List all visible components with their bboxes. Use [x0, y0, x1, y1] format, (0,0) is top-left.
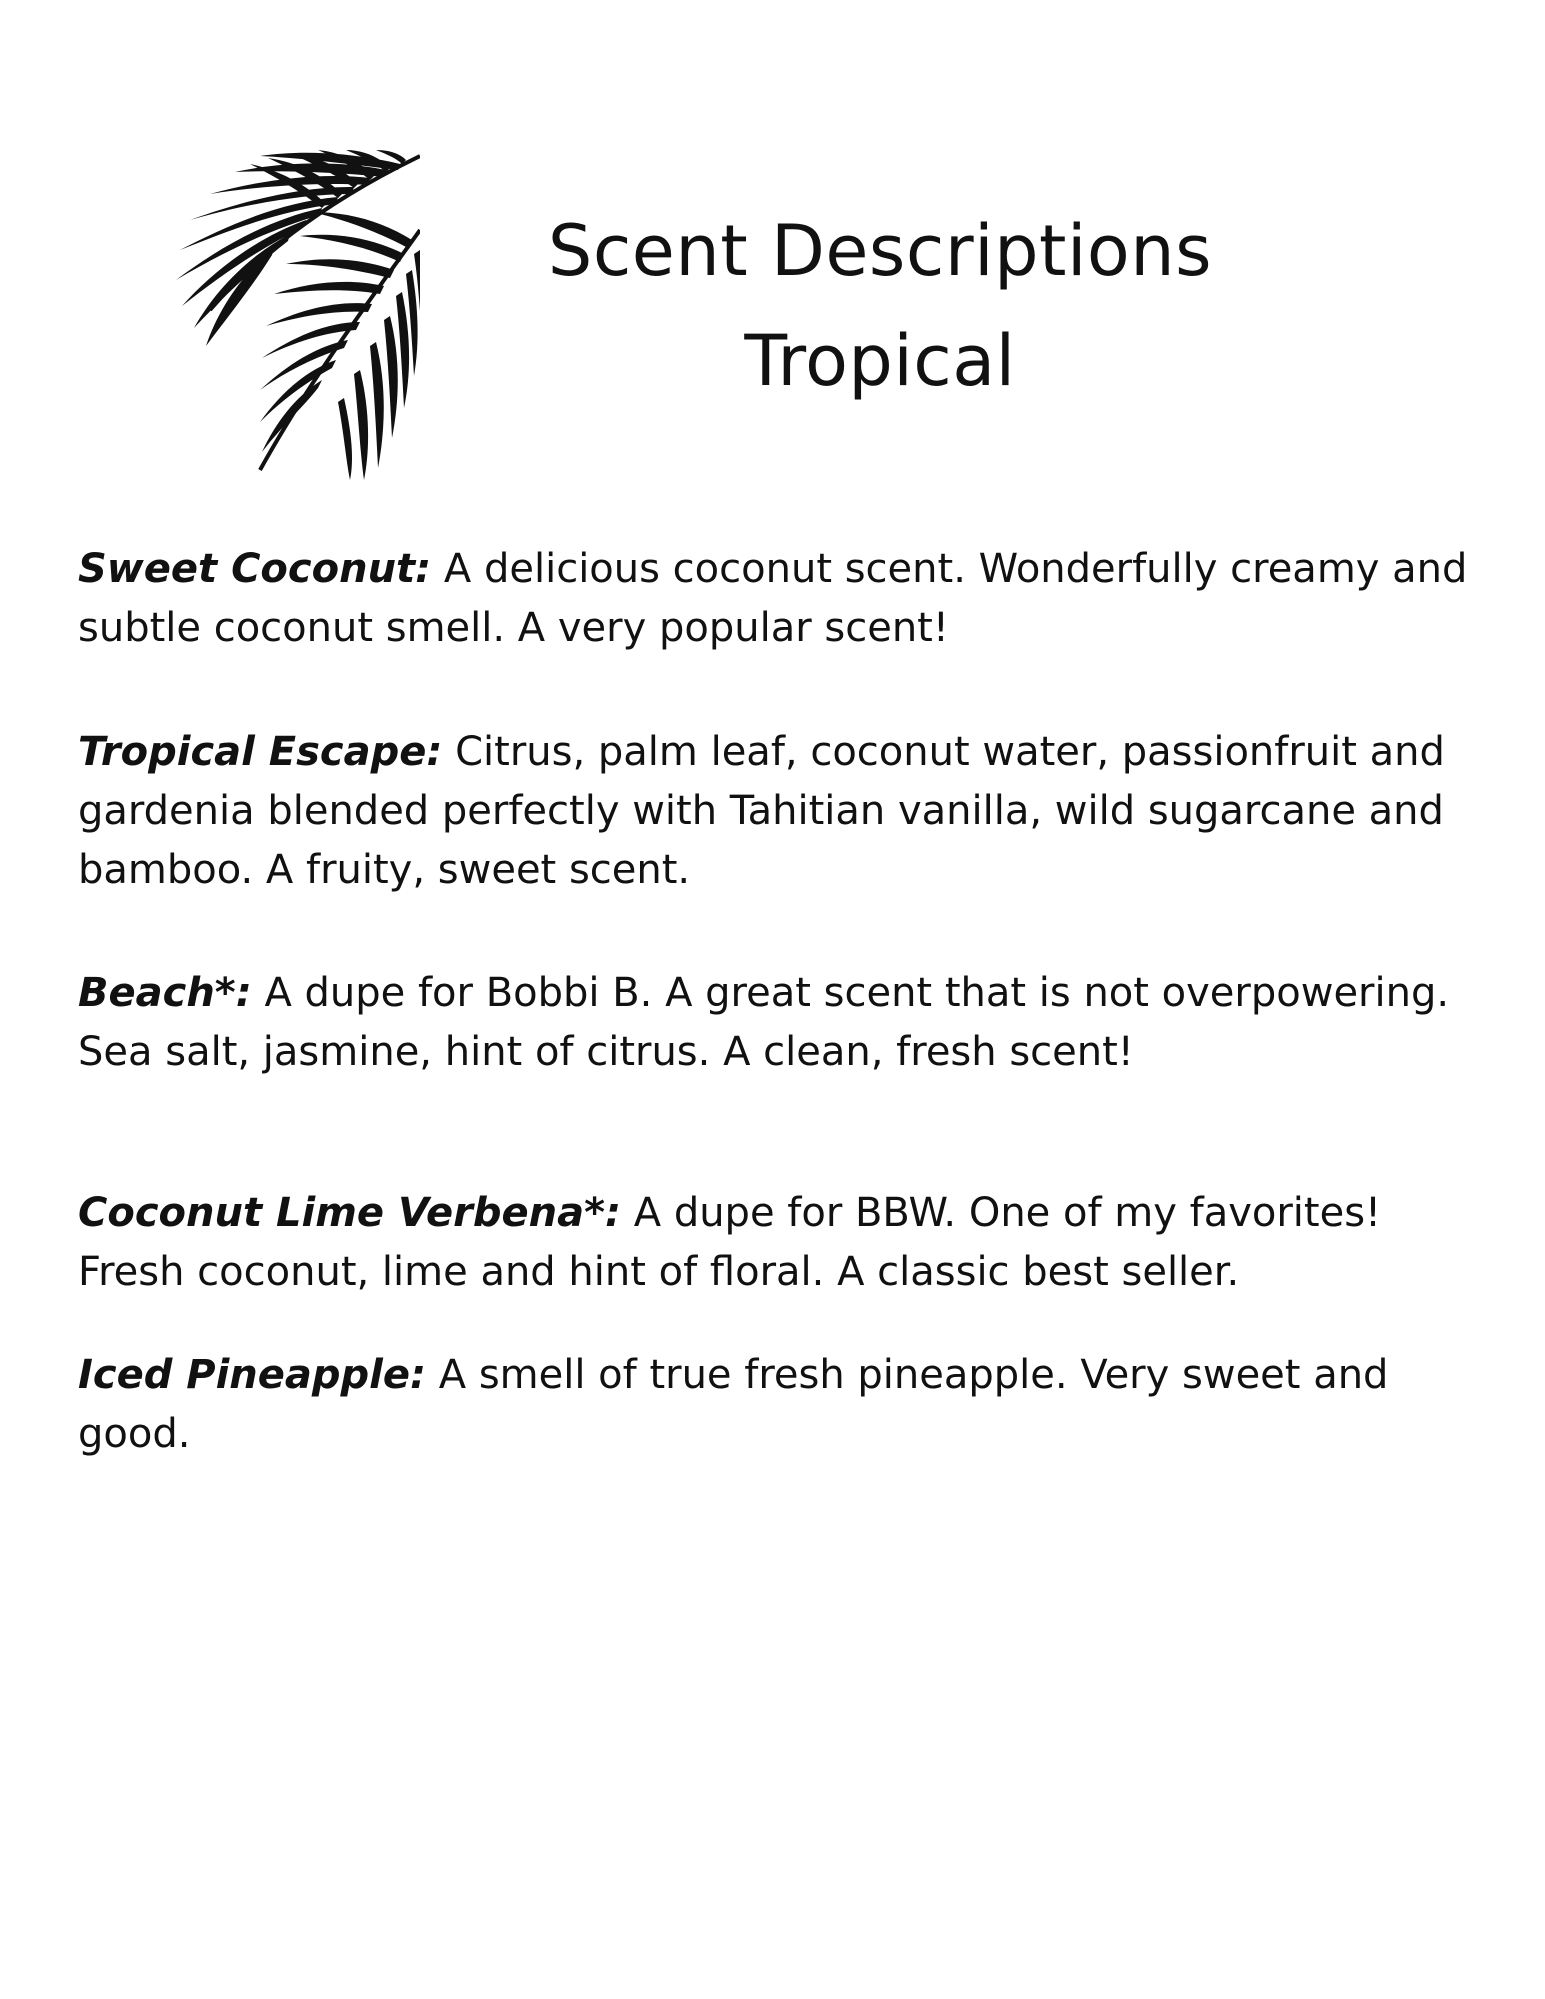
title-line-2: Tropical: [744, 320, 1016, 402]
scent-description: A dupe for BBW. One of my favorites! Fresh coconut, lime and hint of floral. A classic best seller.: [78, 1190, 1382, 1295]
scent-description: Citrus, palm leaf, coconut water, passionfruit and gardenia blended perfectly with Tahitian vanilla, wild sugarcane and bamboo. A fruity, sweet scent.: [78, 729, 1445, 893]
scent-entry-beach: [78, 964, 1478, 1082]
scent-entry-coconut-lime-verbena: [78, 1184, 1478, 1302]
title-line-1: Scent Descriptions: [547, 210, 1213, 292]
palm-leaf-icon: [150, 150, 430, 480]
scent-entry-tropical-escape: [78, 723, 1478, 900]
scent-name: Sweet Coconut:: [78, 546, 432, 592]
scent-entry-iced-pineapple: [78, 1346, 1478, 1464]
scent-name: Beach*:: [78, 970, 252, 1016]
scent-description: A dupe for Bobbi B. A great scent that is not overpowering. Sea salt, jasmine, hint of citrus. A clean, fresh scent!: [78, 970, 1450, 1075]
scent-name: Tropical Escape:: [78, 729, 443, 775]
scent-entry-sweet-coconut: [78, 540, 1478, 658]
scent-description: A smell of true fresh pineapple. Very sweet and good.: [78, 1352, 1389, 1457]
scent-name: Iced Pineapple:: [78, 1352, 427, 1398]
scent-description: A delicious coconut scent. Wonderfully creamy and subtle coconut smell. A very popular scent!: [78, 546, 1468, 651]
scent-name: Coconut Lime Verbena*:: [78, 1190, 622, 1236]
page-title: [480, 196, 1280, 416]
